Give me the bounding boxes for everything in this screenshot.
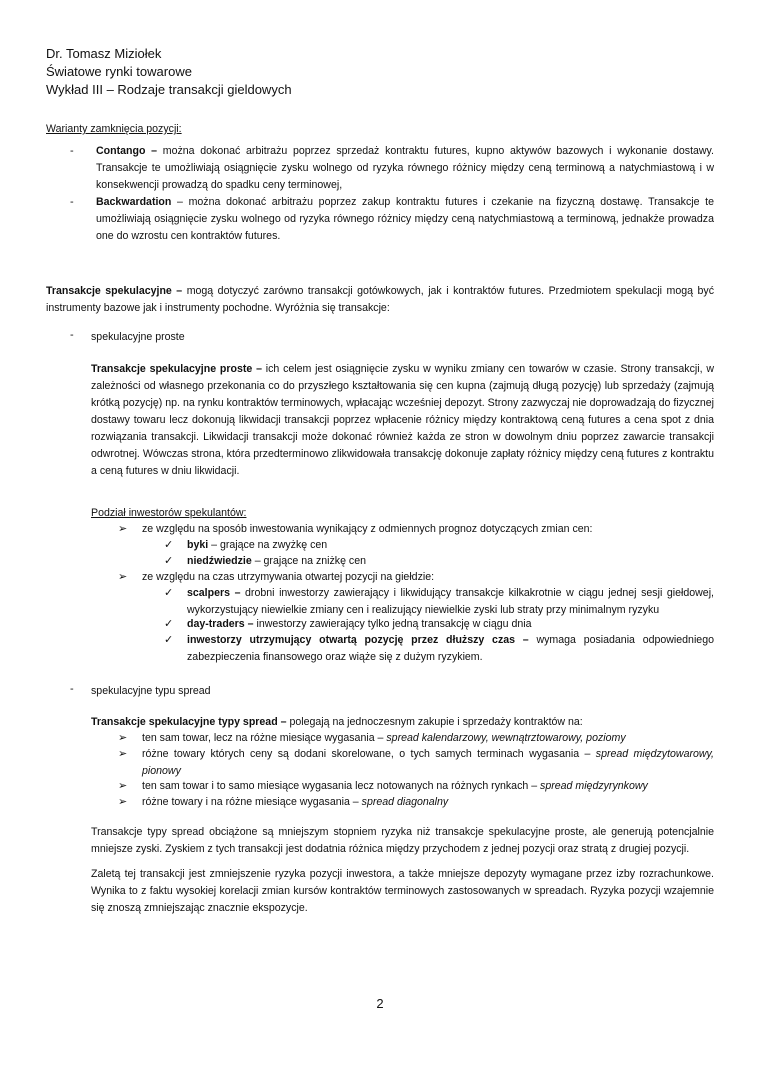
check-bullet-icon: ✓	[164, 555, 174, 567]
dash-bullet-icon: -	[70, 329, 74, 341]
check-bullet-icon: ✓	[164, 634, 174, 646]
contango-item	[96, 143, 714, 194]
course-line: Światowe rynki towarowe	[46, 64, 192, 79]
check-bullet-icon: ✓	[164, 618, 174, 630]
diagonal-spread-name: spread diagonalny	[361, 796, 449, 808]
contango-text: można dokonać arbitrażu poprzez sprzedaż kontraktu futures, kupno aktywów bazowych i wykonanie dostawy. Transakcje te umożliwiają osiągnięcie zysku wolnego od ryzyka równego różnicy między ceną terminową a natychmiastową i w konsekwencji prowadzą do spadku ceny terminowej,	[96, 145, 715, 191]
long-holders-term: inwestorzy utrzymujący otwartą pozycję przez dłuższy czas –	[187, 634, 529, 646]
lecture-title: Wykład III – Rodzaje transakcji gieldowych	[46, 82, 292, 97]
bears-text: – grające na zniżkę cen	[251, 555, 367, 567]
scalpers-item	[187, 585, 714, 619]
spread-risk-paragraph: Transakcje typy spread obciążone są mniejszym stopniem ryzyka niż transakcje spekulacyjne proste, ale generują potencjalnie mniejsze zyski. Zyskiem z tych transakcji jest dodatnia różnica między przychodem z jednej pozycji oraz stratą z drugiej pozycji.	[91, 826, 714, 855]
investors-group-by-forecast: ze względu na sposób inwestowania wynikający z odmiennych prognoz dotyczących zmian cen:	[142, 523, 593, 535]
day-traders-item	[187, 616, 714, 633]
spread-advantage-paragraph: Zaletą tej transakcji jest zmniejszenie ryzyka pozycji inwestora, a także mniejsze depozyty wymagane przez izby rozrachunkowe. Wynika to z faktu wysokiej korelacji zmian kursów kontraktów terminowych zastosowanych w spreadach. Ryzyka pozycji wzajemnie się znoszą zmniejszając znacznie ekspozycje.	[91, 868, 714, 914]
intercommodity-spread-name: spread międzytowarowy, pionowy	[142, 748, 714, 777]
intercommodity-spread-text: różne towary których ceny są dodani skorelowane, o tych samych terminach wygasania –	[142, 748, 596, 760]
simple-speculation-term: Transakcje spekulacyjne proste –	[91, 363, 262, 375]
page-number: 2	[376, 996, 384, 1011]
check-bullet-icon: ✓	[164, 587, 174, 599]
arrow-bullet-icon: ➢	[118, 571, 128, 583]
long-holders-item	[187, 632, 714, 666]
scalpers-text: drobni inwestorzy zawierający i likwidujący transakcje kilkakrotnie w ciągu jednej sesji giełdowej, wykorzystujący niewielkie zmiany cen i realizujący niewielkie zyski lub straty przy minimalnym ryzyku	[187, 587, 714, 616]
calendar-spread-name: spread kalendarzowy, wewnątrztowarowy, poziomy	[386, 732, 626, 744]
long-holders-text: wymaga posiadania odpowiedniego zabezpieczenia finansowego oraz wiąże się z dużym ryzykiem.	[187, 634, 714, 663]
document-header	[46, 45, 292, 99]
scalpers-term: scalpers –	[187, 587, 241, 599]
speculative-text: mogą dotyczyć zarówno transakcji gotówkowych, jak i kontraktów futures. Przedmiotem spekulacji mogą być instrumenty bazowe jak i instrumenty pochodne. Wyróżnia się transakcje:	[46, 285, 714, 314]
investors-group-by-time: ze względu na czas utrzymywania otwartej pozycji na giełdzie:	[142, 571, 435, 583]
speculative-term: Transakcje spekulacyjne –	[46, 285, 183, 297]
check-bullet-icon: ✓	[164, 539, 174, 551]
simple-speculation-paragraph	[91, 361, 714, 480]
intercommodity-spread-item	[142, 746, 714, 780]
bulls-term: byki	[187, 539, 209, 551]
diagonal-spread-text: różne towary i na różne miesiące wygasania –	[142, 796, 362, 808]
intermarket-spread-text: ten sam towar i to samo miesiące wygasania lecz notowanych na różnych rynkach –	[142, 780, 541, 792]
day-traders-text: inwestorzy zawierający tylko jedną transakcję w ciągu dnia	[253, 618, 532, 630]
bulls-item	[187, 537, 714, 554]
arrow-bullet-icon: ➢	[118, 732, 128, 744]
bears-term: niedźwiedzie	[187, 555, 252, 567]
day-traders-term: day-traders –	[187, 618, 254, 630]
arrow-bullet-icon: ➢	[118, 748, 128, 760]
arrow-bullet-icon: ➢	[118, 523, 128, 535]
bulls-text: – grające na zwyżkę cen	[208, 539, 328, 551]
arrow-bullet-icon: ➢	[118, 796, 128, 808]
spread-text: polegają na jednoczesnym zakupie i sprzedaży kontraktów na:	[286, 716, 583, 728]
bears-item	[187, 553, 714, 570]
contango-term: Contango –	[96, 145, 158, 157]
backwardation-term: Backwardation	[96, 196, 172, 208]
calendar-spread-text: ten sam towar, lecz na różne miesiące wygasania –	[142, 732, 387, 744]
investors-heading: Podział inwestorów spekulantów:	[91, 507, 247, 519]
spread-term: Transakcje spekulacyjne typy spread –	[91, 716, 287, 728]
dash-bullet-icon: -	[70, 145, 74, 157]
simple-speculation-text: ich celem jest osiągnięcie zysku w wyniku zmiany cen towarów w czasie. Strony transakcji, w zależności od własnego przekonania co do przyszłego kształtowania się cen kupna (zajmują długą pozycję) lub sprzedaży (zajmują krótką pozycję) np. na rynku kontraktów terminowych, wpłacając wcześniej depozyt. Strony zazwyczaj nie doprowadzają do fizycznej dostawy towaru lecz dokonują likwidacji transakcji poprzez wpłacenie różnicy między kontraktową ceną futures a cena spot z dnia rozwiązania transakcji. Likwidacji transakcji może dokonać również każda ze stron w dowolnym dniu poprzez zawarcie transakcji odwrotnej. Wówczas strona, która przedterminowo zlikwidowała transakcję dokonuje zapłaty różnicy między ceną futures z kontraktu a ceną futures w dniu likwidacji.	[91, 363, 714, 477]
author-line: Dr. Tomasz Miziołek	[46, 46, 162, 61]
closing-variants-heading: Warianty zamknięcia pozycji:	[46, 123, 182, 135]
intermarket-spread-item	[142, 778, 714, 795]
diagonal-spread-item	[142, 794, 714, 811]
spread-intro	[91, 714, 714, 731]
intermarket-spread-name: spread międzyrynkowy	[540, 780, 648, 792]
dash-bullet-icon: -	[70, 196, 74, 208]
calendar-spread-item	[142, 730, 714, 747]
spread-speculation-label: spekulacyjne typu spread	[91, 685, 211, 697]
simple-speculation-label: spekulacyjne proste	[91, 331, 185, 343]
speculative-intro	[46, 283, 714, 317]
backwardation-text: – można dokonać arbitrażu poprzez zakup kontraktu futures i czekanie na fizyczną dostawę. Transakcje te umożliwiają osiągnięcie zysku wolnego od ryzyka równego różnicy między ceną natychmiastową a terminową, jednakże prowadza one do wzrostu cen kontraktów futures.	[96, 196, 714, 242]
dash-bullet-icon: -	[70, 683, 74, 695]
arrow-bullet-icon: ➢	[118, 780, 128, 792]
backwardation-item	[96, 194, 714, 245]
